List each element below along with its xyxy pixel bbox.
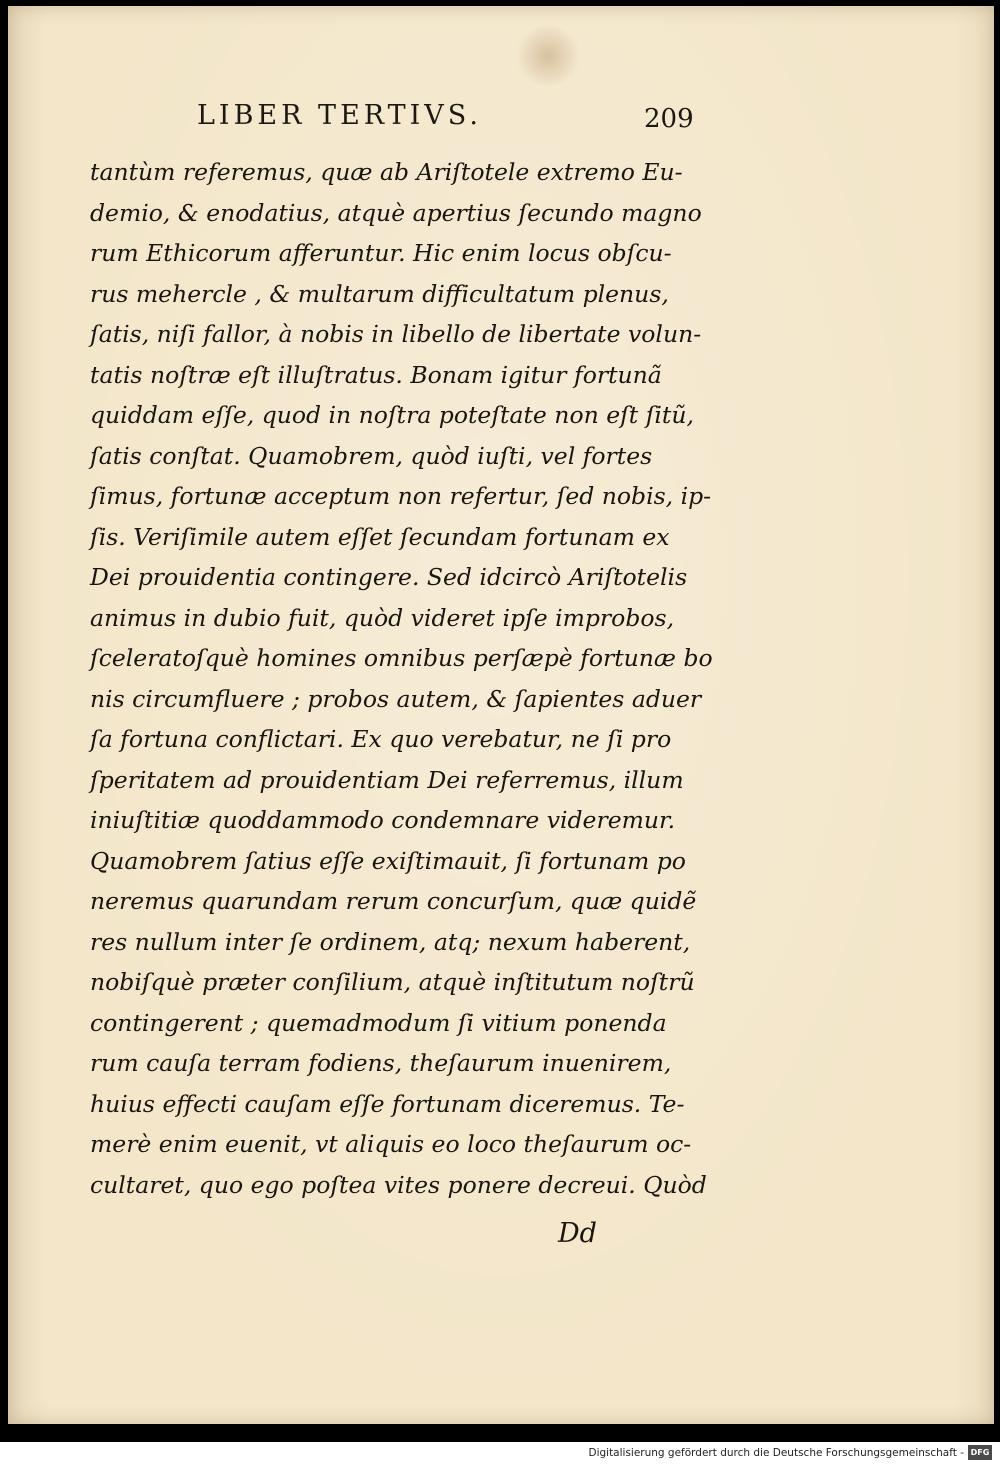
text-line: Dei prouidentia contingere. Sed idcircò Ariſtotelis [90,563,688,591]
text-line: ſis. Veriſimile autem eſſet ſecundam fortunam ex [90,522,670,551]
text-line: nobiſquè præter conſilium, atquè inſtitutum noſtrũ [90,968,695,996]
text-line: cultaret, quo ego poſtea vites ponere decreui. Quòd [90,1170,707,1199]
text-line: ſatis, niſi fallor, à nobis in libello de libertate volun- [90,320,702,348]
text-line: nis circumfluere ; probos autem, & ſapientes aduer [90,684,702,713]
text-line: res nullum inter ſe ordinem, atq; nexum haberent, [90,927,691,956]
text-line: rum Ethicorum afferuntur. Hic enim locus obſcu- [90,239,672,267]
text-line: ſperitatem ad prouidentiam Dei referremus, illum [90,765,684,794]
catchword: Dd [558,1218,597,1249]
footer-bar [0,1442,1000,1465]
body-text [90,152,713,1205]
paper-stain [513,26,583,86]
text-line: tatis noſtræ eſt illuſtratus. Bonam igitur fortunã [90,360,662,389]
text-line: quiddam eſſe, quod in noſtra poteſtate non eſt ſitũ, [90,401,694,429]
text-line: rum cauſa terram fodiens, theſaurum inuenirem, [90,1049,672,1077]
text-line: ſatis conſtat. Quamobrem, quòd iuſti, vel fortes [90,441,653,470]
text-line: animus in dubio fuit, quòd videret ipſe improbos, [90,603,675,632]
text-line: merè enim euenit, vt aliquis eo loco theſaurum oc- [90,1130,692,1158]
text-line: contingerent ; quemadmodum ſi vitium ponenda [90,1008,667,1037]
text-line: tantùm referemus, quæ ab Ariſtotele extremo Eu- [90,158,683,186]
text-line: ſceleratoſquè homines omnibus perſæpè fortunæ bo [90,644,713,672]
text-line: neremus quarundam rerum concurſum, quæ quidẽ [90,887,697,915]
running-head: LIBER TERTIVS. [197,100,482,131]
text-line: huius effecti cauſam eſſe fortunam diceremus. Te- [90,1089,685,1118]
text-line: Quamobrem ſatius eſſe exiſtimauit, ſi fortunam po [90,846,686,875]
page-number: 209 [644,104,694,134]
text-line: rus mehercle , & multarum difficultatum plenus, [90,279,669,308]
dfg-logo-icon: DFG [968,1445,992,1460]
text-line: ſimus, fortunæ acceptum non refertur, ſed nobis, ip- [90,482,712,510]
text-line: demio, & enodatius, atquè apertius ſecundo magno [90,198,702,227]
text-line: iniuſtitiæ quoddammodo condemnare videremur. [90,806,676,834]
funding-credit: Digitalisierung gefördert durch die Deutsche Forschungsgemeinschaft - [588,1447,964,1459]
text-line: ſa fortuna conflictari. Ex quo verebatur, ne ſi pro [90,725,672,753]
